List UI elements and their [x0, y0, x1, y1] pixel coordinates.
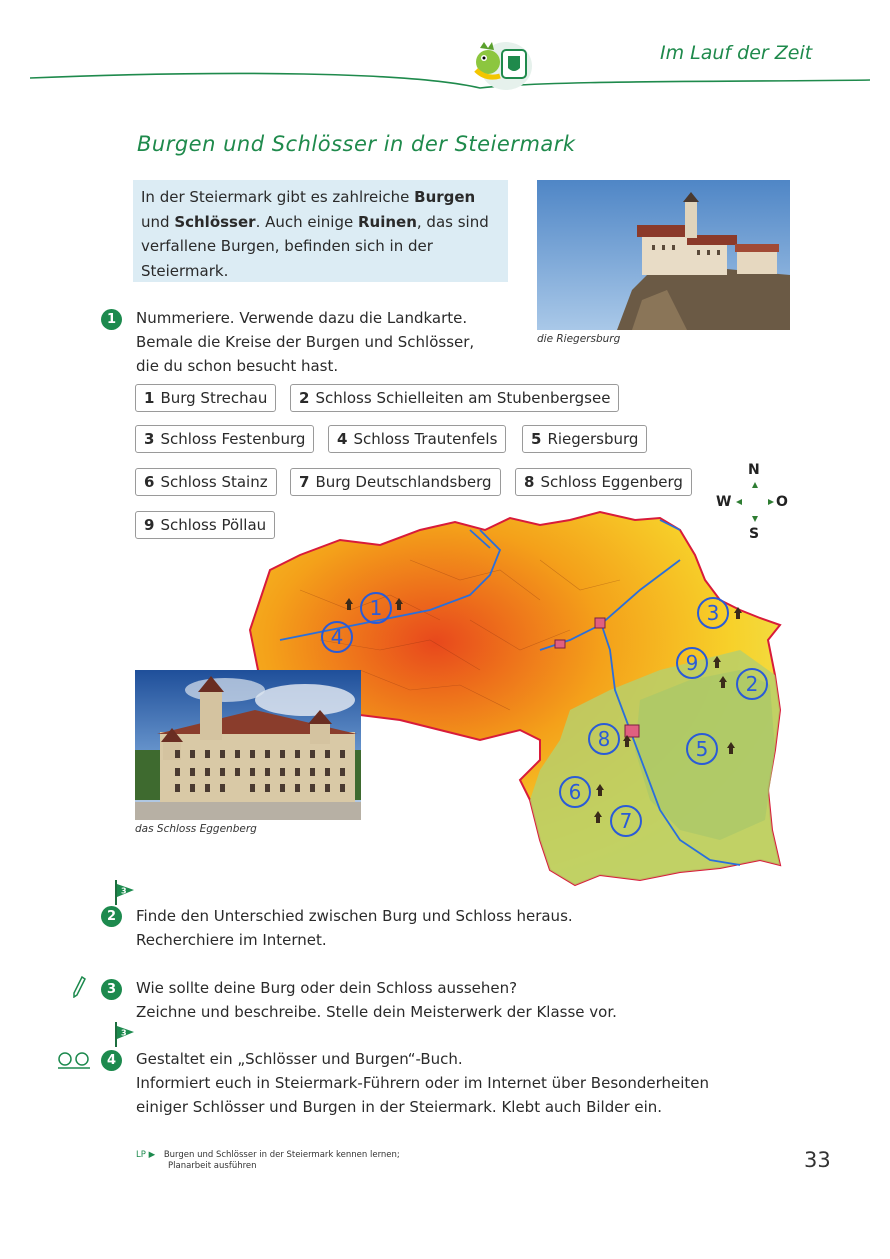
map-marker-5: 5 [695, 737, 709, 761]
eggenberg-caption: das Schloss Eggenberg [135, 823, 257, 835]
header-divider [30, 60, 870, 100]
map-marker-2: 2 [745, 672, 759, 696]
label-number: 5 [531, 430, 542, 448]
label-name: Schloss Schielleiten am Stubenbergsee [315, 389, 611, 407]
intro-part: Burgen [414, 188, 476, 206]
task-1-text [136, 306, 474, 378]
intro-box [133, 180, 508, 282]
map-marker-3: 3 [706, 601, 720, 625]
task-3-text [136, 976, 617, 1024]
label-riegersburg [522, 425, 647, 453]
footer-prefix: LP ▶ [136, 1150, 156, 1160]
map-marker-8: 8 [597, 727, 611, 751]
label-name: Schloss Trautenfels [353, 430, 498, 448]
task-3-number: 3 [101, 979, 122, 1000]
compass-east: O [776, 494, 788, 510]
label-burg-deutschlandsberg [290, 468, 501, 496]
task-4-line-1: Gestaltet ein „Schlösser und Burgen“-Buch. [136, 1050, 463, 1068]
task-4-line-3: einiger Schlösser und Burgen in der Steiermark. Klebt auch Bilder ein. [136, 1098, 663, 1116]
intro-part: und [141, 212, 175, 231]
task-4-line-2: Informiert euch in Steiermark-Führern oder im Internet über Besonderheiten [136, 1074, 710, 1092]
label-name: Schloss Festenburg [160, 430, 306, 448]
svg-text:3: 3 [121, 886, 127, 896]
task-1-line-2: Bemale die Kreise der Burgen und Schlösser, [136, 333, 475, 351]
label-name: Burg Deutschlandsberg [315, 473, 492, 491]
map-marker-6: 6 [568, 780, 582, 804]
flag-icon [110, 1020, 138, 1048]
task-4-number: 4 [101, 1050, 122, 1071]
group-work-icon [56, 1052, 92, 1074]
page-number: 33 [804, 1148, 831, 1172]
task-1-number: 1 [101, 309, 122, 330]
task-1-line-3: die du schon besucht hast. [136, 357, 339, 375]
page-title: Burgen und Schlösser in der Steiermark [137, 132, 576, 156]
intro-part: , das sind verfallene Burgen, befinden sich in der Steiermark. [141, 212, 489, 280]
svg-text:3: 3 [121, 1028, 127, 1038]
label-schloss-trautenfels [328, 425, 506, 453]
section-title: Im Lauf der Zeit [660, 42, 813, 64]
footer-note [136, 1150, 400, 1172]
riegersburg-photo [537, 180, 790, 330]
footer-line-2: Planarbeit ausführen [168, 1161, 257, 1171]
map-marker-4: 4 [330, 625, 344, 649]
label-schloss-festenburg [135, 425, 314, 453]
flag-icon [110, 878, 138, 906]
label-name: Schloss Eggenberg [540, 473, 683, 491]
label-number: 7 [299, 473, 310, 491]
label-number: 6 [144, 473, 155, 491]
task-2-number: 2 [101, 906, 122, 927]
task-1-line-1: Nummeriere. Verwende dazu die Landkarte. [136, 309, 468, 327]
footer-line-1: Burgen und Schlösser in der Steiermark kennen lernen; [163, 1150, 400, 1160]
intro-part: Schlösser [174, 212, 256, 231]
intro-text [141, 188, 489, 280]
label-schloss-schielleiten [290, 384, 619, 412]
label-number: 1 [144, 389, 155, 407]
label-number: 4 [337, 430, 348, 448]
label-burg-strechau [135, 384, 276, 412]
task-4-text [136, 1047, 709, 1119]
mascot-icon [466, 36, 534, 92]
task-3-line-2: Zeichne und beschreibe. Stelle dein Meisterwerk der Klasse vor. [136, 1003, 617, 1021]
intro-part: . Auch einige [255, 212, 358, 231]
intro-part: In der Steiermark gibt es zahlreiche [141, 188, 415, 206]
intro-part: Ruinen [357, 212, 417, 231]
task-3-line-1: Wie sollte deine Burg oder dein Schloss aussehen? [136, 979, 518, 997]
compass-west: W [716, 494, 732, 510]
label-name: Riegersburg [547, 430, 639, 448]
task-2-line-1: Finde den Unterschied zwischen Burg und Schloss heraus. [136, 907, 573, 925]
map-marker-1: 1 [369, 596, 383, 620]
label-name: Burg Strechau [160, 389, 268, 407]
label-number: 2 [299, 389, 310, 407]
riegersburg-caption: die Riegersburg [537, 333, 621, 345]
eggenberg-photo [135, 670, 361, 820]
label-number: 8 [524, 473, 535, 491]
label-number: 9 [144, 516, 155, 534]
label-name: Schloss Stainz [160, 473, 268, 491]
task-2-text [136, 904, 573, 952]
compass-north: N [748, 462, 760, 478]
label-schloss-stainz [135, 468, 277, 496]
label-name: Schloss Pöllau [160, 516, 267, 534]
map-marker-7: 7 [619, 809, 633, 833]
label-schloss-eggenberg [515, 468, 692, 496]
pencil-icon [72, 976, 86, 1002]
label-number: 3 [144, 430, 155, 448]
map-marker-9: 9 [685, 651, 699, 675]
task-2-line-2: Recherchiere im Internet. [136, 931, 327, 949]
compass-south: S [749, 526, 760, 542]
